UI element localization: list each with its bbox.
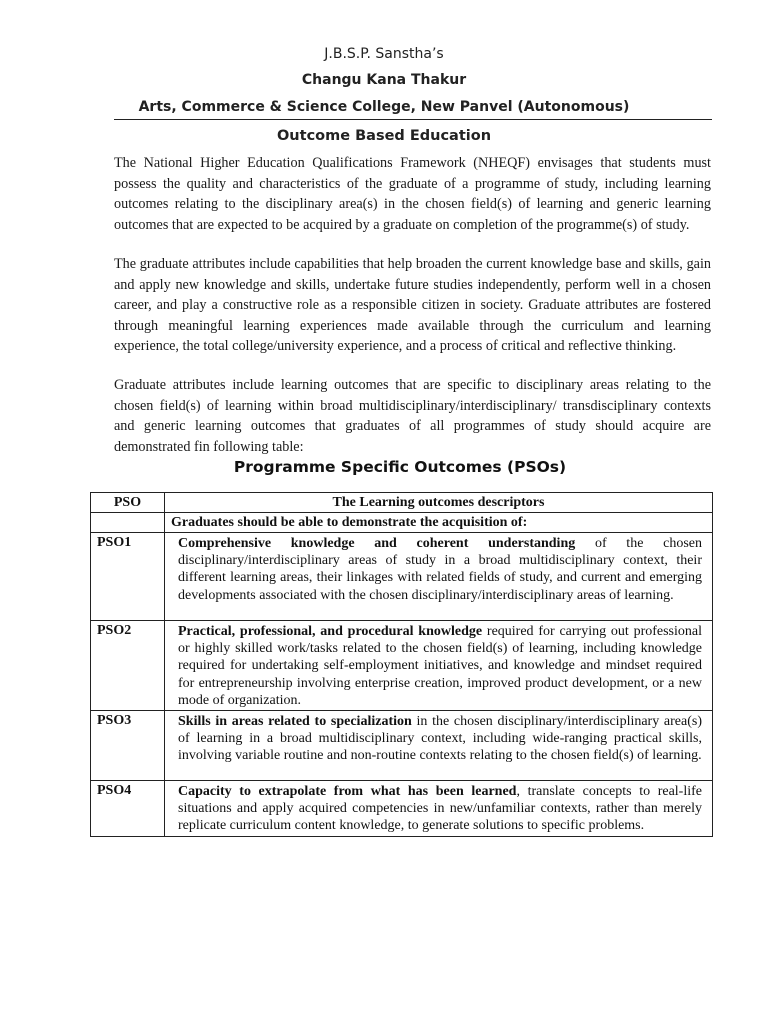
pso-code: PSO2 (91, 621, 165, 711)
pso-detail: of the chosen disciplinary/interdisciplinary areas of study in a broad multidisciplinary context, their different learning areas, their linkages with related fields of study, and current and emerging developments associated with the chosen disciplinary/interdisciplinary areas of learning. (178, 536, 702, 603)
table-subheader-row (91, 513, 713, 533)
table-row (91, 711, 713, 781)
pso-keyphrase: Skills in areas related to specialization (178, 714, 412, 730)
pso-keyphrase: Comprehensive knowledge and coherent understanding (178, 536, 576, 551)
pso-detail: in the chosen disciplinary/interdisciplinary area(s) of learning in a broad multidisciplinary context, including wide-ranging practical skills, involving variable routine and non-routine contexts relating to the chosen field(s) of learning. (178, 714, 703, 764)
pso-keyphrase: Practical, professional, and procedural knowledge (178, 624, 483, 639)
pso-code: PSO4 (91, 781, 165, 837)
pso-code: PSO1 (91, 533, 165, 621)
college-name: Arts, Commerce & Science College, New Panvel (Autonomous) (138, 99, 630, 115)
pso-description (165, 781, 713, 837)
institution-society: J.B.S.P. Sanstha’s (324, 46, 444, 62)
table-title: Programme Specific Outcomes (PSOs) (233, 458, 567, 476)
pso-description (165, 711, 713, 781)
pso-table (90, 492, 713, 837)
empty-cell (91, 513, 165, 533)
table-row (91, 781, 713, 837)
section-title: Outcome Based Education (276, 128, 492, 144)
pso-description (165, 533, 713, 621)
header-divider (114, 119, 712, 120)
attributes-paragraph: The graduate attributes include capabilities that help broaden the current knowledge base and skills, gain and apply new knowledge and skills, undertake future studies independently, perform well in a chosen career, and play a constructive role as a responsible citizen in society. Graduate attributes are fostered through meaningful learning experiences made available through the curriculum and learning experience, the total college/university experience, and a process of critical and reflective thinking. (114, 256, 711, 355)
table-row (91, 533, 713, 621)
pso-code: PSO3 (91, 711, 165, 781)
outcomes-paragraph: Graduate attributes include learning outcomes that are specific to disciplinary areas relating to the chosen field(s) of learning within broad multidisciplinary/interdisciplinary/ transdisciplinary contexts and generic learning outcomes that graduates of all programmes of study should acquire are demonstrated fin following table: (114, 377, 711, 455)
pso-description (165, 621, 713, 711)
table-subheader: Graduates should be able to demonstrate the acquisition of: (165, 513, 713, 533)
intro-paragraph: The National Higher Education Qualifications Framework (NHEQF) envisages that students must possess the quality and characteristics of the graduate of a programme of study, including learning outcomes relating to the disciplinary area(s) in the chosen field(s) of learning and generic learning outcomes that are expected to be acquired by a graduate on completion of the programme(s) of study. (114, 155, 711, 233)
table-row (91, 621, 713, 711)
pso-keyphrase: Capacity to extrapolate from what has been learned (178, 784, 517, 800)
column-header-descriptor: The Learning outcomes descriptors (165, 493, 713, 513)
institution-founder: Changu Kana Thakur (301, 72, 467, 88)
pso-detail: , translate concepts to real-life situations and apply acquired competencies in new/unfamiliar contexts, rather than merely replicate curriculum content knowledge, to generate solutions to specific problems. (178, 784, 702, 834)
pso-detail: required for carrying out professional or highly skilled work/tasks related to the chosen field(s) of learning, including knowledge required for undertaking self-employment initiatives, and knowledge and mindset required for entrepreneurship involving enterprise creation, improved product development, or a new mode of organization. (178, 624, 702, 708)
table-header-row (91, 493, 713, 513)
column-header-pso: PSO (91, 493, 165, 513)
